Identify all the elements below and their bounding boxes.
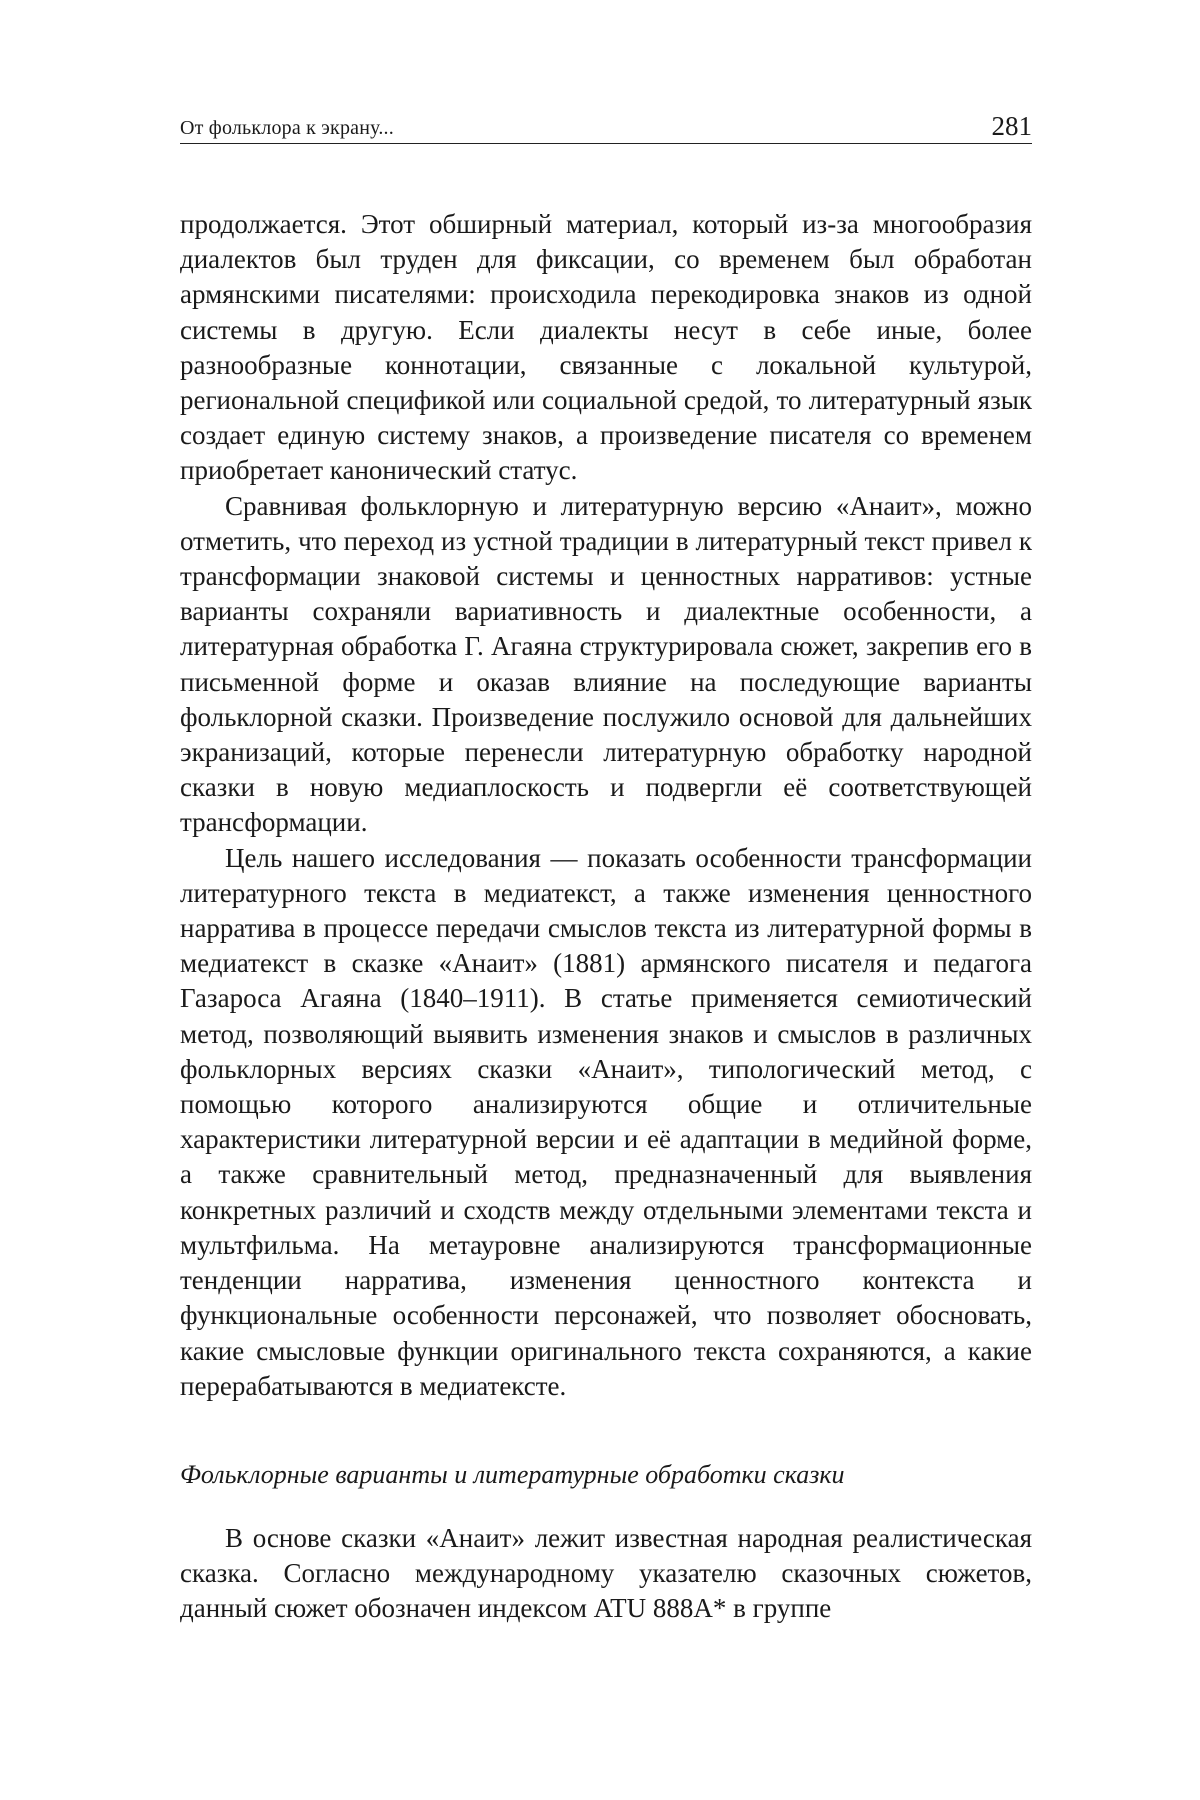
page: [180, 100, 1032, 1627]
running-title: От фольклора к экрану...: [180, 117, 394, 139]
paragraph: В основе сказки «Анаит» лежит известная народная реалистическая сказка. Согласно международному указателю сказочных сюжетов, данный сюжет обозначен индексом ATU 888A* в группе: [180, 1522, 1032, 1624]
paragraph: Цель нашего исследования — показать особенности трансформации литературного текста в медиатекст, а также изменения ценностного нарратива в процессе передачи смыслов текста из литературной формы в медиатекст в сказке «Анаит» (1881) армянского писателя и педагога Газароса Агаяна (1840–1911). В статье применяется семиотический метод, позволяющий выявить изменения знаков и смыслов в различных фольклорных версиях сказки «Анаит», типологический метод, с помощью которого анализируются общие и отличительные характеристики литературной версии и её адаптации в медийной форме, а также сравнительный метод, предназначенный для выявления конкретных различий и сходств между отдельными элементами текста и мультфильма. На метауровне анализируются трансформационные тенденции нарратива, изменения ценностного контекста и функциональные особенности персонажей, что позволяет обосновать, какие смысловые функции оригинального текста сохраняются, а какие перерабатываются в медиатексте.: [180, 842, 1032, 1401]
section-heading: Фольклорные варианты и литературные обработки сказки: [180, 1459, 845, 1489]
paragraph-continued: продолжается. Этот обширный материал, который из-за многообразия диалектов был труден для фиксации, со временем был обработан армянскими писателями: происходила перекодировка знаков из одной системы в другую. Если диалекты несут в себе иные, более разнообразные коннотации, связанные с локальной культурой, региональной спецификой или социальной средой, то литературный язык создает единую систему знаков, а произведение писателя со временем приобретает канонический статус.: [180, 209, 1032, 486]
running-head: [180, 100, 1032, 144]
page-number: 281: [991, 111, 1032, 141]
section-body: [180, 1521, 1032, 1627]
body-text: [180, 207, 1032, 1404]
paragraph: Сравнивая фольклорную и литературную версию «Анаит», можно отметить, что переход из устной традиции в литературный текст привел к трансформации знаковой системы и ценностных нарративов: устные варианты сохраняли вариативность и диалектные особенности, а литературная обработка Г. Агаяна структурировала сюжет, закрепив его в письменной форме и оказав влияние на последующие варианты фольклорной сказки. Произведение послужило основой для дальнейших экранизаций, которые перенесли литературную обработку народной сказки в новую медиаплоскость и подвергли её соответствующей трансформации.: [180, 490, 1032, 838]
